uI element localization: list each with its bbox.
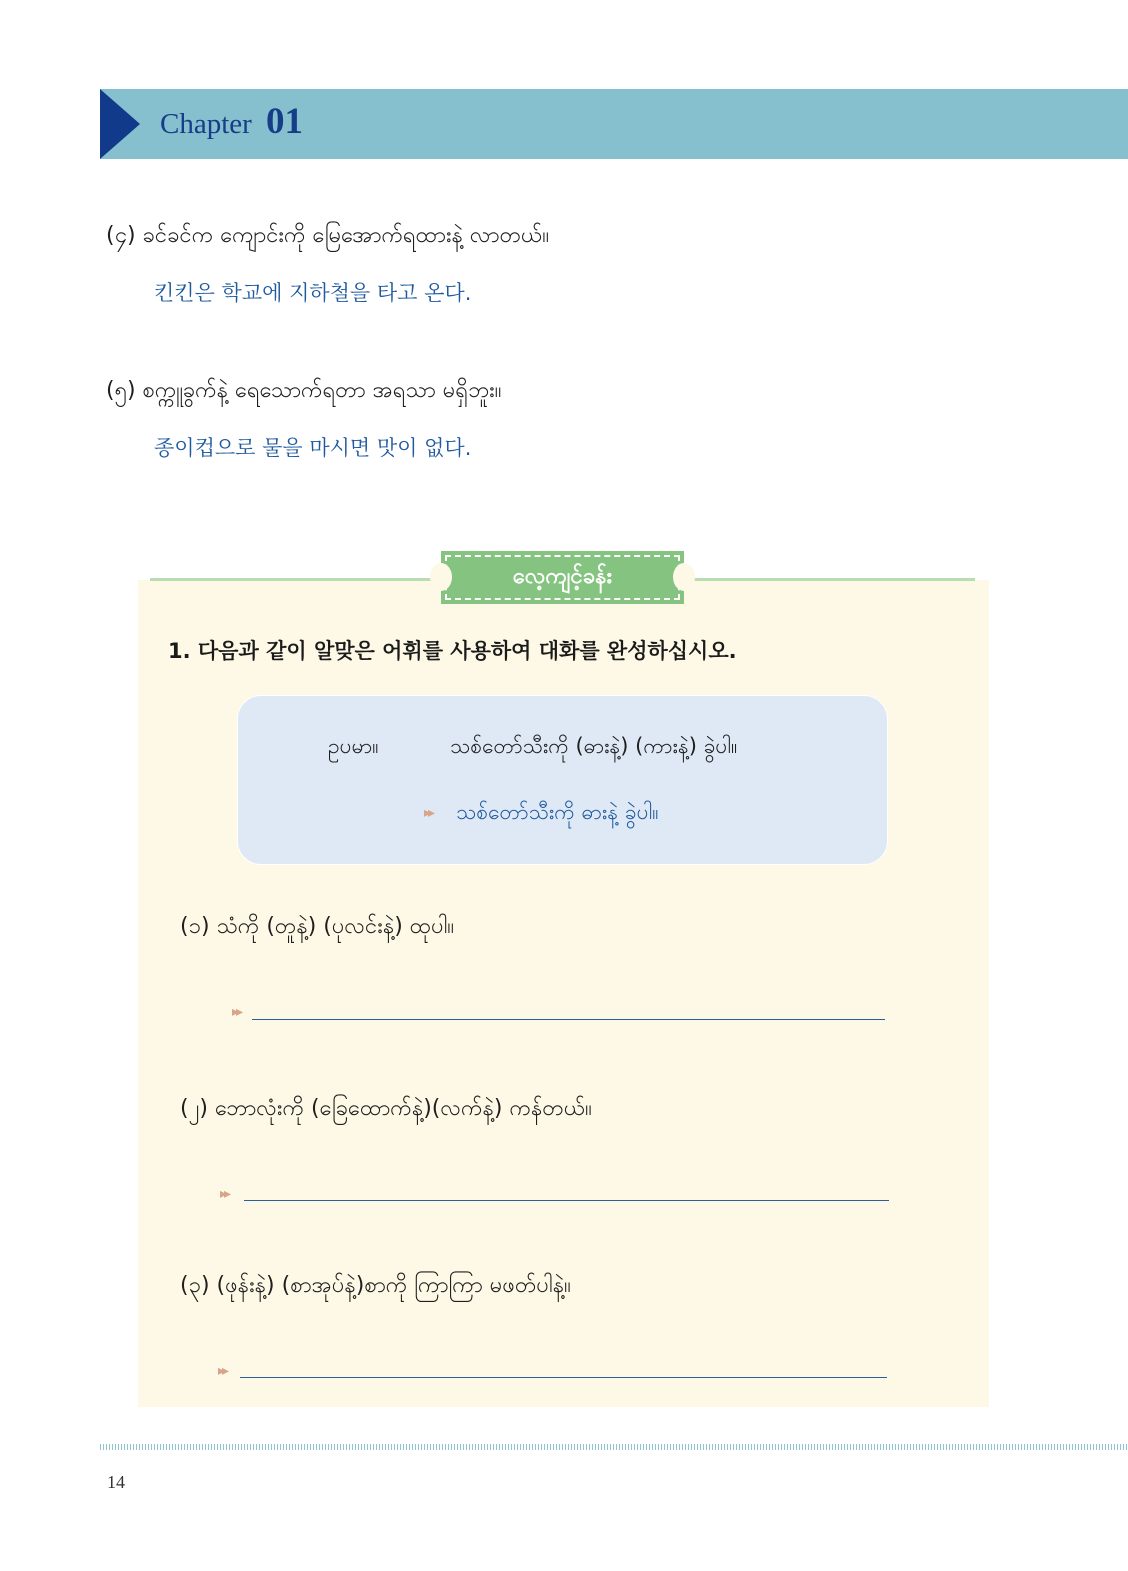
- practice-instruction: 1. 다음과 같이 알맞은 어휘를 사용하여 대화를 완성하십시오.: [168, 639, 737, 663]
- answer-line-1[interactable]: [252, 1019, 885, 1020]
- example-sentence-5-kr: 종이컵으로 물을 마시면 맛이 없다.: [154, 436, 472, 460]
- answer-arrow-icon: ▸▸: [220, 1186, 229, 1202]
- example-question: သစ်တော်သီးကို (ဓားနဲ့) (ကားနဲ့) ခွဲပါ။: [450, 734, 738, 758]
- example-sentence-4-kr: 킨킨은 학교에 지하철을 타고 온다.: [154, 281, 472, 305]
- example-answer: သစ်တော်သီးကို ဓားနဲ့ ခွဲပါ။: [456, 800, 659, 824]
- question-3: (၃) (ဖုန်းနဲ့) (စာအုပ်နဲ့)စာကို ကြာကြာ မဖတ်ပါနဲ့။: [180, 1273, 571, 1298]
- answer-arrow-icon: ▸▸: [424, 805, 433, 821]
- question-2: (၂) ဘောလုံးကို (ခြေထောက်နဲ့)(လက်နဲ့) ကန်တယ်။: [180, 1096, 592, 1121]
- answer-line-3[interactable]: [240, 1377, 887, 1378]
- chapter-number: 01: [266, 101, 303, 142]
- example-label: ဥပမာ။: [328, 734, 379, 758]
- chapter-header-band: [100, 89, 1128, 159]
- example-sentence-4-mm: (၄) ခင်ခင်က ကျောင်းကို မြေအောက်ရထားနဲ့ လာတယ်။: [106, 223, 550, 248]
- example-sentence-5-mm: (၅) စက္ကူခွက်နဲ့ ရေသောက်ရတာ အရသာ မရှိဘူး။: [106, 378, 502, 403]
- practice-section-title: လေ့ကျင့်ခန်း: [512, 564, 613, 589]
- chapter-arrow-icon: [100, 89, 140, 159]
- page-number: 14: [107, 1472, 125, 1492]
- answer-line-2[interactable]: [244, 1200, 889, 1201]
- question-1: (၁) သံကို (တူနဲ့) (ပုလင်းနဲ့) ထုပါ။: [180, 914, 455, 939]
- answer-arrow-icon: ▸▸: [232, 1004, 241, 1020]
- example-box: [237, 695, 888, 865]
- chapter-label: Chapter: [160, 108, 252, 140]
- answer-arrow-icon: ▸▸: [218, 1363, 227, 1379]
- practice-section-tab: [441, 551, 684, 604]
- footer-dotted-rule: [100, 1444, 1128, 1450]
